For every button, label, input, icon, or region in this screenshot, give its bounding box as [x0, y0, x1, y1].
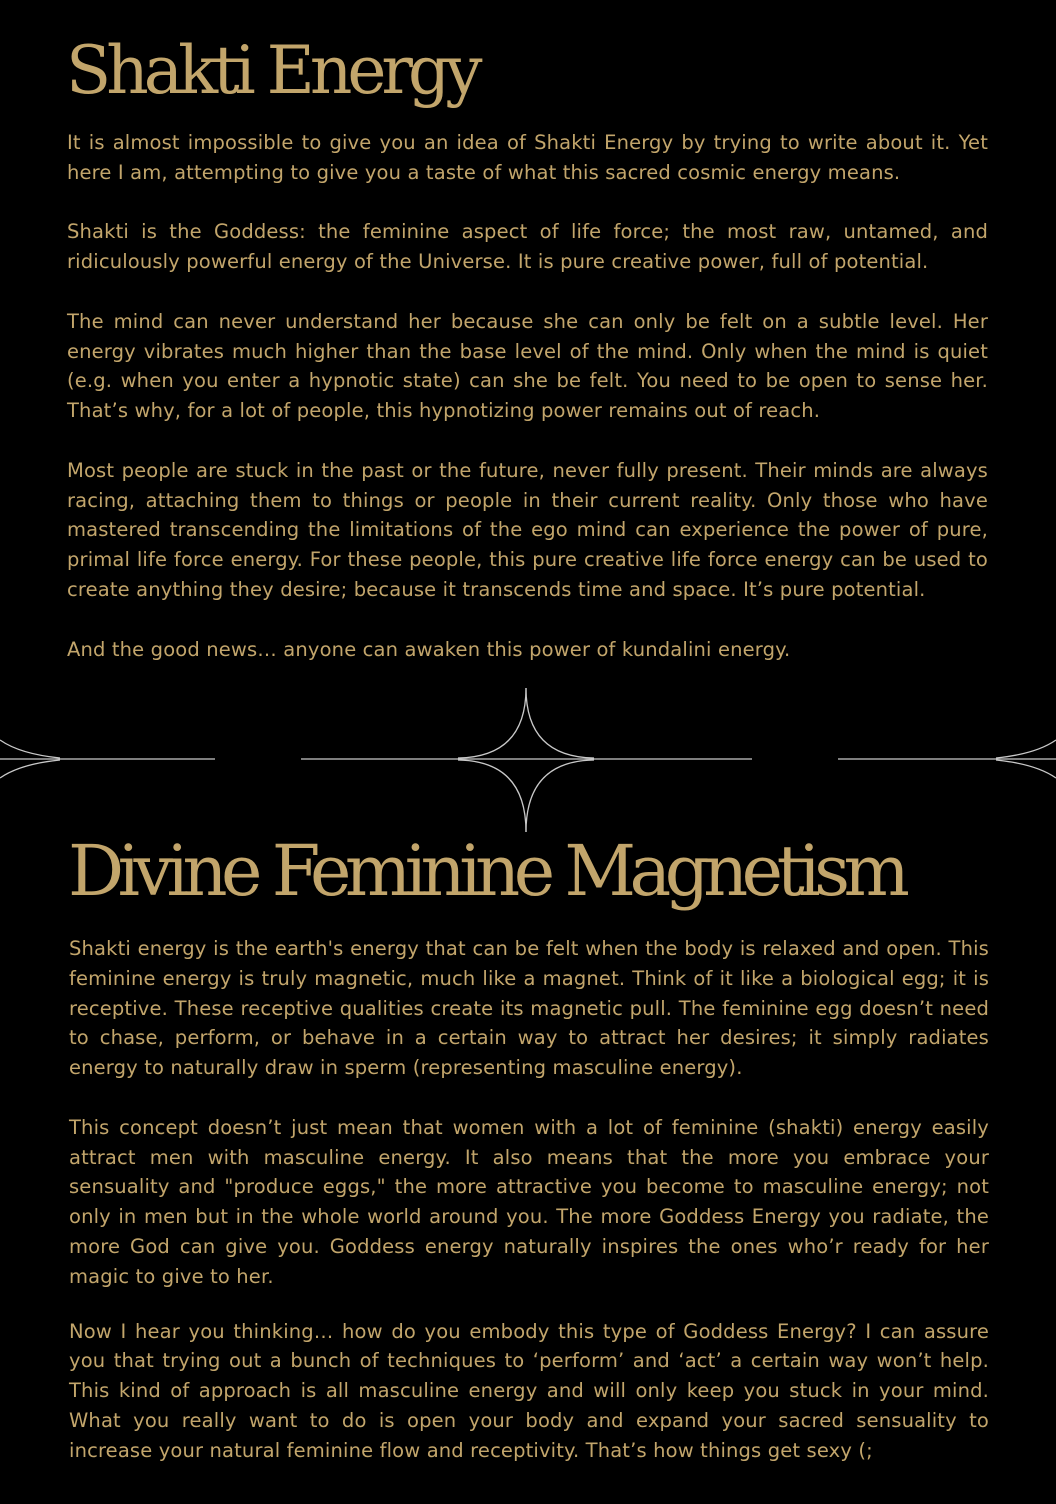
- section2-body: [69, 934, 989, 1466]
- heading-divine-feminine-magnetism: Divine Feminine Magnetism: [68, 830, 904, 912]
- section1-paragraph: And the good news… anyone can awaken this power of kundalini energy.: [67, 637, 791, 661]
- section2-paragraph: This concept doesn’t just mean that women with a lot of feminine (shakti) energy easily attract men with masculine energy. It also means that the more you embrace your sensuality and "produce eggs," the more attractive you become to masculine energy; not only in men but in the whole world around you. The more Goddess Energy you radiate, the more God can give you. Goddess energy naturally inspires the ones who’r ready for her magic to give to her.: [69, 1115, 989, 1288]
- section1-paragraph: It is almost impossible to give you an idea of Shakti Energy by trying to write about it. Yet here I am, attempting to give you a taste of what this sacred cosmic energy means.: [67, 131, 988, 184]
- section1-paragraph: The mind can never understand her because she can only be felt on a subtle level. Her energy vibrates much higher than the base level of the mind. Only when the mind is quiet (e.g. when you enter a hypnotic state) can she be felt. You need to be open to sense her. That’s why, for a lot of people, this hypnotizing power remains out of reach.: [67, 309, 988, 423]
- section1-body: [67, 128, 988, 664]
- four-point-star-divider-icon: [0, 680, 1056, 840]
- heading-shakti-energy: Shakti Energy: [66, 32, 478, 109]
- section2-paragraph: Shakti energy is the earth's energy that can be felt when the body is relaxed and open. This feminine energy is truly magnetic, much like a magnet. Think of it like a biological egg; it is receptive. These receptive qualities create its magnetic pull. The feminine egg doesn’t need to chase, perform, or behave in a certain way to attract her desires; it simply radiates energy to naturally draw in sperm (representing masculine energy).: [69, 937, 989, 1080]
- section1-paragraph: Most people are stuck in the past or the future, never fully present. Their minds are always racing, attaching them to things or people in their current reality. Only those who have mastered transcending the limitations of the ego mind can experience the power of pure, primal life force energy. For these people, this pure creative life force energy can be used to create anything they desire; because it transcends time and space. It’s pure potential.: [67, 458, 988, 601]
- section2-paragraph: Now I hear you thinking… how do you embody this type of Goddess Energy? I can assure you that trying out a bunch of techniques to ‘perform’ and ‘act’ a certain way won’t help. This kind of approach is all masculine energy and will only keep you stuck in your mind. What you really want to do is open your body and expand your sacred sensuality to increase your natural feminine flow and receptivity. That’s how things get sexy (;: [69, 1319, 989, 1462]
- section1-paragraph: Shakti is the Goddess: the feminine aspect of life force; the most raw, untamed, and ridiculously powerful energy of the Universe. It is pure creative power, full of potential.: [67, 220, 988, 274]
